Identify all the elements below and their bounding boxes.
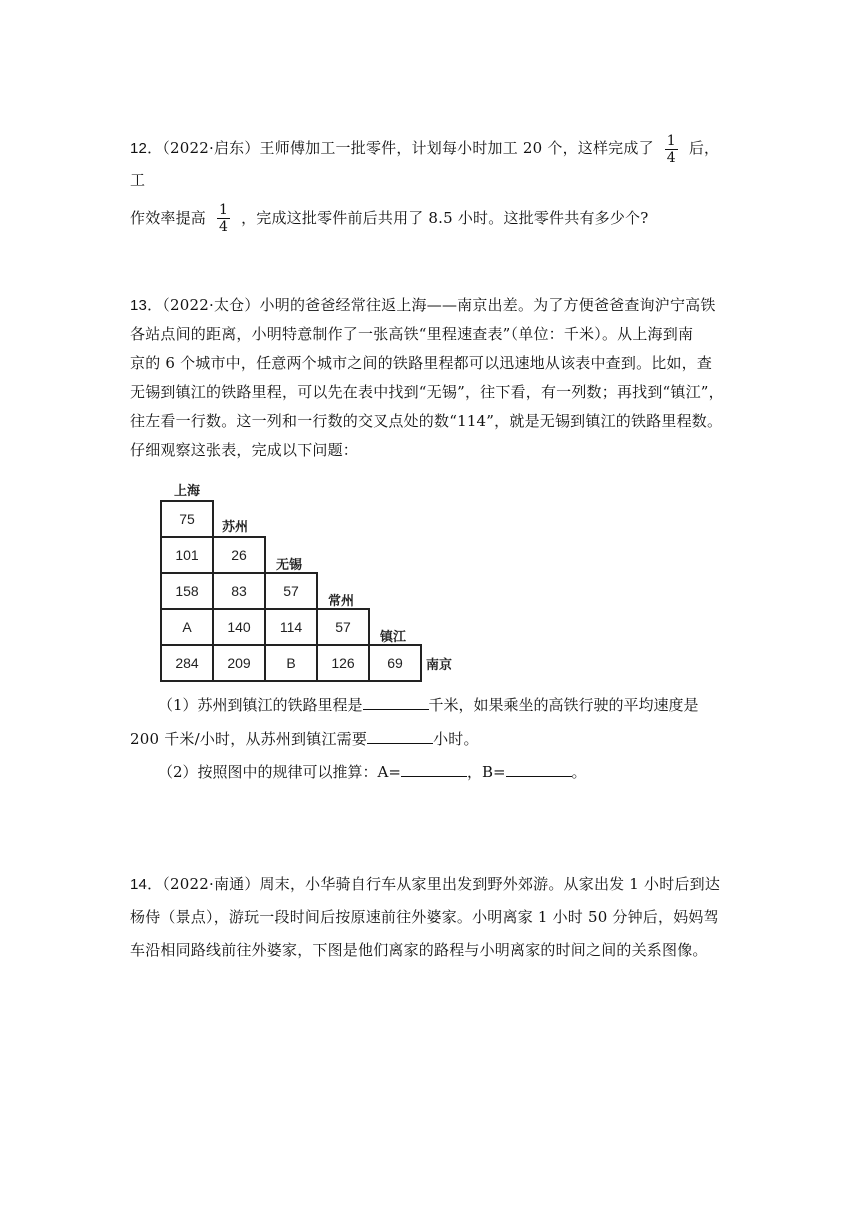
question-13-number: 13． — [130, 297, 163, 314]
question-14-line: 杨侍（景点），游玩一段时间后按原速前往外婆家。小明离家 1 小时 50 分钟后，妈妈驾 — [130, 908, 719, 926]
table-cell: 126 — [316, 644, 370, 682]
question-12-line-1: 12．（2022·启东）王师傅加工一批零件，计划每小时加工 20 个，这样完成了 $\frac{1}{4}$ 后，工 — [130, 132, 720, 189]
table-cell: A — [160, 608, 214, 646]
question-14-number: 14． — [130, 876, 163, 893]
fraction-one-quarter: $\frac{1}{4}$ — [666, 132, 676, 166]
sub-question-2: （2）按照图中的规律可以推算：A= ，B= 。 — [158, 757, 730, 787]
table-cell: 26 — [212, 536, 266, 574]
question-12-number: 12． — [130, 140, 163, 157]
question-13-line: 仔细观察这张表，完成以下问题： — [130, 441, 359, 459]
city-label-suzhou: 苏州 — [222, 520, 249, 535]
question-13-line: 往左看一行数。这一列和一行数的交叉点处的数“114”，就是无锡到镇江的铁路里程数。 — [130, 412, 723, 430]
question-13 — [130, 291, 730, 465]
city-label-shanghai: 上海 — [174, 484, 201, 499]
question-13-line: 各站点间的距离，小明特意制作了一张高铁“里程速查表”（单位：千米）。从上海到南 — [130, 325, 694, 343]
question-13-line: 京的 6 个城市中，任意两个城市之间的铁路里程都可以迅速地从该表中查到。比如，查 — [130, 354, 713, 372]
table-cell: 83 — [212, 572, 266, 610]
table-cell: 75 — [160, 500, 214, 538]
table-cell: 57 — [264, 572, 318, 610]
question-13-line: 13．（2022·太仓）小明的爸爸经常往返上海——南京出差。为了方便爸爸查询沪宁高铁 — [130, 296, 716, 314]
city-label-nanjing: 南京 — [426, 658, 453, 673]
table-cell: B — [264, 644, 318, 682]
table-cell: 209 — [212, 644, 266, 682]
question-13-line: 无锡到镇江的铁路里程，可以先在表中找到“无锡”，往下看，有一列数；再找到“镇江”， — [130, 383, 724, 401]
sub-question-1: （1）苏州到镇江的铁路里程是 千米，如果乘坐的高铁行驶的平均速度是 — [158, 690, 730, 720]
table-cell: 57 — [316, 608, 370, 646]
answer-blank[interactable] — [367, 725, 433, 744]
question-14 — [130, 868, 730, 967]
question-12-line-2: 作效率提高 $\frac{1}{4}$ ，完成这批零件前后共用了 8.5 小时。这批零件共有多少个? — [130, 202, 649, 235]
city-label-changzhou: 常州 — [328, 594, 355, 609]
mileage-table — [160, 478, 460, 688]
question-14-line: 14．（2022·南通）周末，小华骑自行车从家里出发到野外郊游。从家出发 1 小时后到达 — [130, 875, 721, 893]
fraction-one-quarter: $\frac{1}{4}$ — [218, 202, 229, 235]
question-14-line: 车沿相同路线前往外婆家，下图是他们离家的路程与小明离家的时间之间的关系图像。 — [130, 941, 708, 959]
table-cell: 140 — [212, 608, 266, 646]
table-cell: 69 — [368, 644, 422, 682]
answer-blank[interactable] — [363, 691, 429, 710]
sub-question-1-continued: 200 千米/小时，从苏州到镇江需要 小时。 — [130, 724, 730, 754]
city-label-wuxi: 无锡 — [276, 558, 303, 573]
table-cell: 284 — [160, 644, 214, 682]
answer-blank-a[interactable] — [401, 758, 467, 777]
answer-blank-b[interactable] — [506, 758, 572, 777]
question-12 — [130, 133, 730, 234]
city-label-zhenjiang: 镇江 — [380, 630, 407, 645]
table-cell: 101 — [160, 536, 214, 574]
table-cell: 114 — [264, 608, 318, 646]
table-cell: 158 — [160, 572, 214, 610]
